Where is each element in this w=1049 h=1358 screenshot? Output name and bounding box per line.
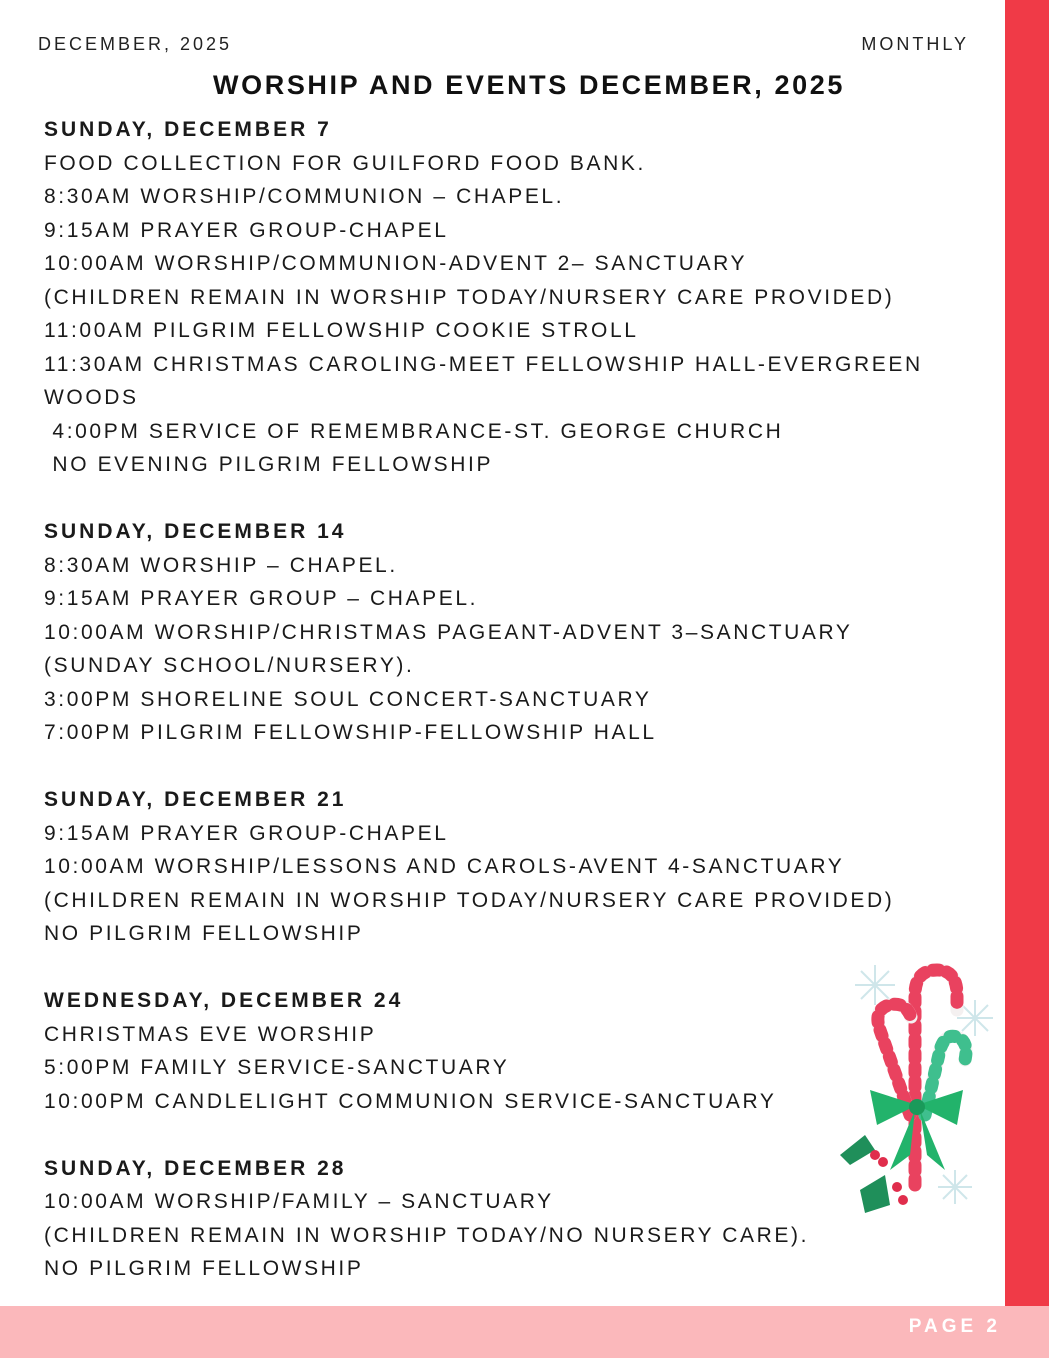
event-line: 10:00AM WORSHIP/CHRISTMAS PAGEANT-ADVENT 3–SANCTUARY [44, 620, 853, 644]
event-line: 11:30AM CHRISTMAS CAROLING-MEET FELLOWSHIP HALL-EVERGREEN WOODS [44, 352, 923, 409]
event-line: NO PILGRIM FELLOWSHIP [44, 922, 364, 945]
event-line: FOOD COLLECTION FOR GUILFORD FOOD BANK. [44, 151, 646, 175]
event-line: 8:30AM WORSHIP/COMMUNION – CHAPEL. [44, 185, 565, 208]
header-date: DECEMBER, 2025 [38, 34, 233, 54]
day-heading: SUNDAY, DECEMBER 21 [44, 788, 347, 811]
event-day-section [44, 783, 994, 951]
holly-icon [840, 1135, 908, 1213]
event-line: NO PILGRIM FELLOWSHIP [44, 1257, 364, 1280]
event-line: 10:00AM WORSHIP/LESSONS AND CAROLS-AVENT 4-SANCTUARY [44, 855, 845, 878]
event-line: 8:30AM WORSHIP – CHAPEL. [44, 553, 398, 577]
candy-cane-icon [878, 970, 966, 1185]
event-line: 5:00PM FAMILY SERVICE-SANCTUARY [44, 1056, 510, 1079]
decorative-red-bar [1005, 0, 1049, 1306]
day-heading: WEDNESDAY, DECEMBER 24 [44, 989, 404, 1012]
event-line: 4:00PM SERVICE OF REMEMBRANCE-ST. GEORGE CHURCH [44, 419, 784, 443]
header-frequency: MONTHLY [861, 34, 969, 54]
event-line: 10:00AM WORSHIP/FAMILY – SANCTUARY [44, 1190, 554, 1213]
event-line: 7:00PM PILGRIM FELLOWSHIP-FELLOWSHIP HALL [44, 721, 657, 744]
event-line: (SUNDAY SCHOOL/NURSERY). [44, 654, 415, 677]
event-day-section [44, 515, 994, 750]
page-title: WORSHIP AND EVENTS DECEMBER, 2025 [213, 70, 845, 100]
event-line: 9:15AM PRAYER GROUP – CHAPEL. [44, 587, 479, 610]
day-heading: SUNDAY, DECEMBER 14 [44, 520, 347, 543]
candy-cane-illustration [835, 955, 1000, 1225]
event-line: (CHILDREN REMAIN IN WORSHIP TODAY/NURSERY CARE PROVIDED) [44, 888, 895, 912]
event-line: 3:00PM SHORELINE SOUL CONCERT-SANCTUARY [44, 687, 652, 711]
event-line: 9:15AM PRAYER GROUP-CHAPEL [44, 821, 449, 845]
event-line: 10:00AM WORSHIP/COMMUNION-ADVENT 2– SANCTUARY [44, 252, 748, 275]
event-line: 10:00PM CANDLELIGHT COMMUNION SERVICE-SANCTUARY [44, 1089, 777, 1113]
event-line: 11:00AM PILGRIM FELLOWSHIP COOKIE STROLL [44, 319, 639, 342]
event-line: CHRISTMAS EVE WORSHIP [44, 1022, 377, 1046]
day-heading: SUNDAY, DECEMBER 7 [44, 118, 332, 141]
page-number: PAGE 2 [908, 1316, 1001, 1337]
event-line: 9:15AM PRAYER GROUP-CHAPEL [44, 218, 449, 242]
event-line: NO EVENING PILGRIM FELLOWSHIP [44, 453, 494, 476]
snowflake-icon [855, 965, 993, 1204]
event-line: (CHILDREN REMAIN IN WORSHIP TODAY/NURSERY CARE PROVIDED) [44, 285, 895, 309]
event-line: (CHILDREN REMAIN IN WORSHIP TODAY/NO NURSERY CARE). [44, 1223, 810, 1247]
day-heading: SUNDAY, DECEMBER 28 [44, 1156, 347, 1180]
event-day-section [44, 113, 994, 482]
